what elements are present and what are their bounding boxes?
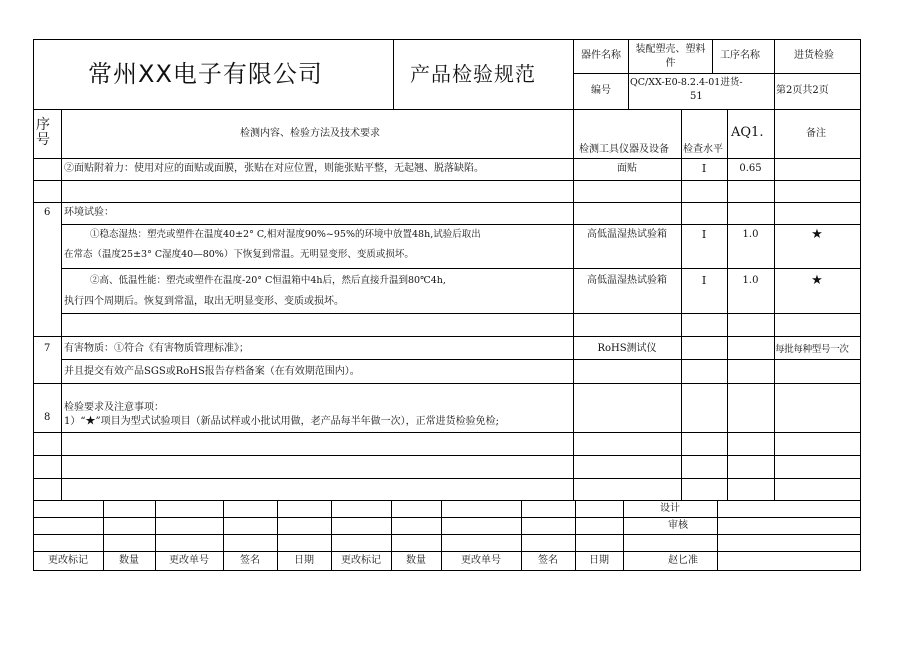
document-title: 产品检验规范 (410, 62, 536, 86)
design-label: 设计 (660, 503, 680, 514)
row4-content: ①稳态湿热：塑壳或塑件在温度40±2° C,相对湿度90%~95%的环境中放置48h,试验后取出 (90, 229, 481, 240)
row10-content: 并且提交有效产品SGS或RoHS报告存档备案（在有效期范围内）。 (64, 366, 360, 377)
row6-level: I (701, 274, 707, 287)
row7-content: 执行四个周期后。恢复到常温，取出无明显变形、变质或损坏。 (64, 296, 344, 307)
doc-no-label: 编号 (591, 85, 611, 96)
page-info: 第2页共2页 (776, 85, 829, 96)
part-name-value (629, 45, 712, 69)
row6-star-icon: ★ (811, 273, 823, 288)
company-name: 常州XX电子有限公司 (88, 60, 323, 88)
footer-quantity-1: 数量 (119, 555, 139, 566)
aql-header: AQ1. (731, 125, 764, 140)
row-seq-8: 8 (44, 412, 51, 423)
footer-quantity-2: 数量 (406, 555, 426, 566)
footer-signature-2: 签名 (538, 555, 558, 566)
footer-change-mark-2: 更改标记 (341, 555, 381, 566)
doc-no-line1: QC/XX-E0-8.2.4-01进货- (630, 77, 743, 88)
row4-level: I (701, 228, 707, 241)
doc-no-value (630, 78, 774, 102)
row11-content-line2: 1）“★”项目为型式试验项目（新品试样或小批试用做，老产品每半年做一次），正常进货检验免检; (64, 416, 499, 427)
row1-content: ②面贴附着力：使用对应的面贴或面膜，张贴在对应位置，则能张贴平整，无起翘、脱落缺陷。 (64, 163, 484, 174)
part-name-value-line2: 件 (665, 58, 676, 69)
footer-approver: 赵匕准 (668, 555, 698, 566)
process-label: 工序名称 (720, 50, 760, 61)
row11-content (64, 403, 499, 427)
seq-header-line2: 号 (36, 132, 50, 148)
seq-header (36, 118, 50, 147)
row1-level: I (701, 162, 707, 175)
remark-header: 备注 (806, 128, 826, 139)
content-header: 检测内容、检验方法及技术要求 (240, 128, 380, 139)
process-value: 进货检验 (794, 50, 834, 61)
row1-tool: 面贴 (617, 163, 637, 174)
row1-aql: 0.65 (739, 163, 762, 174)
row6-aql: 1.0 (742, 275, 759, 286)
row3-content: 环境试验： (64, 207, 114, 218)
row6-content: ②高、低温性能：塑壳或塑件在温度-20° C恒温箱中4h后，然后直接升温到80℃4h, (90, 275, 446, 286)
footer-date-1: 日期 (294, 555, 314, 566)
part-name-label: 器件名称 (581, 50, 621, 61)
row4-aql: 1.0 (742, 229, 759, 240)
seq-header-line1: 序 (36, 117, 50, 133)
footer-change-no-2: 更改单号 (461, 555, 501, 566)
footer-change-mark-1: 更改标记 (48, 555, 88, 566)
level-header: 检查水平 (683, 144, 723, 155)
row11-content-line1: 检验要求及注意事项： (64, 402, 164, 413)
row9-tool: RoHS测试仪 (597, 343, 657, 354)
tools-header: 检测工具仪器及设备 (579, 144, 669, 155)
footer-signature-1: 签名 (240, 555, 260, 566)
part-name-value-line1: 装配塑壳、塑料 (635, 44, 706, 55)
review-label: 审核 (668, 520, 688, 531)
footer-date-2: 日期 (589, 555, 609, 566)
row6-tool: 高低温湿热试验箱 (587, 275, 667, 286)
row4-star-icon: ★ (811, 227, 823, 242)
row9-content: 有害物质：①符合《有害物质管理标准》； (64, 343, 249, 354)
row-seq-6: 6 (44, 207, 51, 218)
doc-no-line2: 51 (690, 90, 703, 102)
row5-content: 在常态（温度25±3° C湿度40—80%）下恢复到常温。无明显变形、变质或损坏。 (64, 249, 414, 260)
row9-remark: 每批每种型号一次 (775, 344, 849, 355)
footer-change-no-1: 更改单号 (169, 555, 209, 566)
row4-tool: 高低温湿热试验箱 (587, 229, 667, 240)
row-seq-7: 7 (44, 343, 51, 354)
